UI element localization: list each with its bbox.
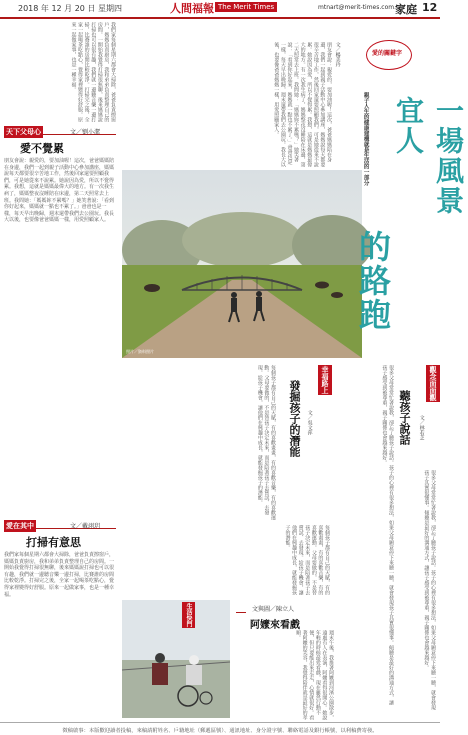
column-byline-5: 文與圖／陳立人 [252,606,295,613]
section-name: 家庭 [395,3,417,16]
feature-photo [122,170,362,358]
column-tag-3: 幸福路上 [318,365,332,395]
column-body-3: 每個孩子都有自己的天賦，有的喜歡畫畫，有的喜歡音樂，有的喜歡運動。父母要做的，不是替孩子決定未來，而是陪著孩子去嘗試、去發現。給孩子機會，讓他們在興趣中成長，就能發掘孩子的潛能。 [256,365,276,520]
column-tag-5: 生活快門 [182,602,195,628]
footer-notice: 徵稿啟事：本版歡迎讀者投稿，來稿請附姓名、戶籍地址（郵遞區號）、通訊地址、身分證字號、聯絡電話及銀行帳號，以利稿費寄發。 [0,722,440,735]
column-body-4: 很多父母常常忙著說教，卻忘了聽孩子說話。孩子的心裡有很多想法，如果父母願意停下來聽一聽，就會發現孩子其實很懂事。傾聽是最好的溝通方式，讓孩子感受到被尊重，親子關係也會越來越好。 [381,365,394,705]
feature-subtitle: 親子人生的健康建構就是生活的一部分 [362,92,369,186]
column-body-2: 我們家每個星期六都會大掃除，爸爸負責擦窗戶，媽媽負責廚房，我和弟弟負責整理自己的房間。一開始我覺得打掃很無聊，後來媽媽說打掃也可以很有趣，我們就一邊聽音樂一邊打掃，比賽誰的房間比較乾淨。打掃完之後，全家一起喝茶吃點心，覺得家裡變得好舒服。原來一起做家事，也是一種幸福。 [4,552,115,598]
column-byline-4: 文／林若芝 [418,415,425,440]
photo-caption: 照片／資料照片 [126,349,154,354]
column-body-4b: 很多父母常常忙著說教，卻忘了聽孩子說話。孩子的心裡有很多想法，如果父母願意停下來聽一聽，就會發現孩子其實很懂事。傾聽是最好的溝通方式，讓孩子感受到被尊重，親子關係也會越來越好。 [423,470,436,710]
feature-byline: 文／楊美玲 [334,42,341,67]
column-body-5: 週末午後，我推著阿嬤到河濱公園散步，遠處有人在表演，阿嬤看得很開心。她說年輕的時候最愛看戲，現在雖然行動不便，但只要能出來走走，心情就很好。看著阿嬤的笑容，我覺得陪伴就是最好的孝順。 [295,630,334,720]
issue-date: 2018 年 12 月 20 日 星期四 [18,4,122,13]
keyword-badge: 愛的關鍵字 [372,50,403,57]
column-tag-2: 愛在其中 [6,522,34,530]
newspaper-logo-subtitle: The Merit Times [215,2,277,12]
contact-email: mtnart@merit-times.com.tw [318,4,404,11]
grandma-photo [122,600,230,718]
column-byline-3: 文／吳文萍 [306,410,313,435]
divider [236,612,246,613]
newspaper-logo: 人間福報 [170,2,214,15]
column-body-1: 朋友會說：親愛的，要加油喔！這次，爸爸媽媽陪在身邊，我們一起到親子活動中心參加講座，媽媽說每天都要很辛苦地工作，然後回家還要照顧我們，可是她從來不說累。她說因為愛，所以不覺得累。我想，這就是媽媽最偉大的地方。有一次我生病了，媽媽整夜沒睡陪在床邊，第二天照常去上班。我問她：「媽媽妳不累嗎？」她笑著說：「看到你好起來，媽媽就一點也不累了。」爸爸也是一樣，每天早出晚歸，週末還帶我們去公園玩。我長大以後，也要像爸爸媽媽一樣，用愛照顧家人。 [4,158,115,224]
column-title-5: 阿嬤來看戲 [250,620,300,631]
column-title-4: 聽孩子說話 [398,390,411,445]
column-tag-4: 觀念面面觀 [426,365,440,402]
feature-title-part2: 的路跑 [354,230,392,332]
column-byline-1: 文／劉小潔 [70,129,101,136]
feature-title-part1: 一場風景宜人 [392,96,465,216]
column-title-3: 發掘孩子的潛能 [288,380,301,457]
column-body-3b: 每個孩子都有自己的天賦，有的喜歡畫畫，有的喜歡音樂，有的喜歡運動。父母要做的，不是替孩子決定未來，而是陪著孩子去嘗試、去發現。給孩子機會，讓他們在興趣中成長，就能發掘孩子的潛能。 [284,525,330,595]
page-number: 12 [422,1,438,14]
column-title-1: 愛不覺累 [20,142,64,155]
left-top-body: 我們家每個星期六都會大掃除，爸爸負責擦窗戶，媽媽負責廚房，我和弟弟負責整理自己的房間。一開始我覺得打掃很無聊，後來媽媽說打掃也可以很有趣，我們就一邊聽音樂一邊打掃，比賽誰的房間比較乾淨。打掃完之後，全家一起喝茶吃點心，覺得家裡變得好舒服。原來一起做家事，也是一種幸福。 [70,22,116,122]
column-byline-2: 文／戴翊玥 [70,523,101,530]
column-tag-1: 天下父母心 [6,128,41,136]
column-title-2: 打掃有意思 [26,536,81,549]
feature-body: 朋友會說：親愛的，要加油喔！這次，爸爸媽媽陪在身邊，我們一起到親子活動中心參加講座，媽媽說每天都要很辛苦地工作，然後回家還要照顧我們，可是她從來不說累。她說因為愛，所以不覺得累。我想，這就是媽媽最偉大的地方。有一次我生病了，媽媽整夜沒睡陪在床邊，第二天照常去上班。我問她：「媽媽妳不累嗎？」她笑著說：「看到你好起來，媽媽就一點也不累了。」爸爸也是一樣，每天早出晚歸，週末還帶我們去公園玩。我長大以後，也要像爸爸媽媽一樣，用愛照顧家人。 [273,42,332,167]
